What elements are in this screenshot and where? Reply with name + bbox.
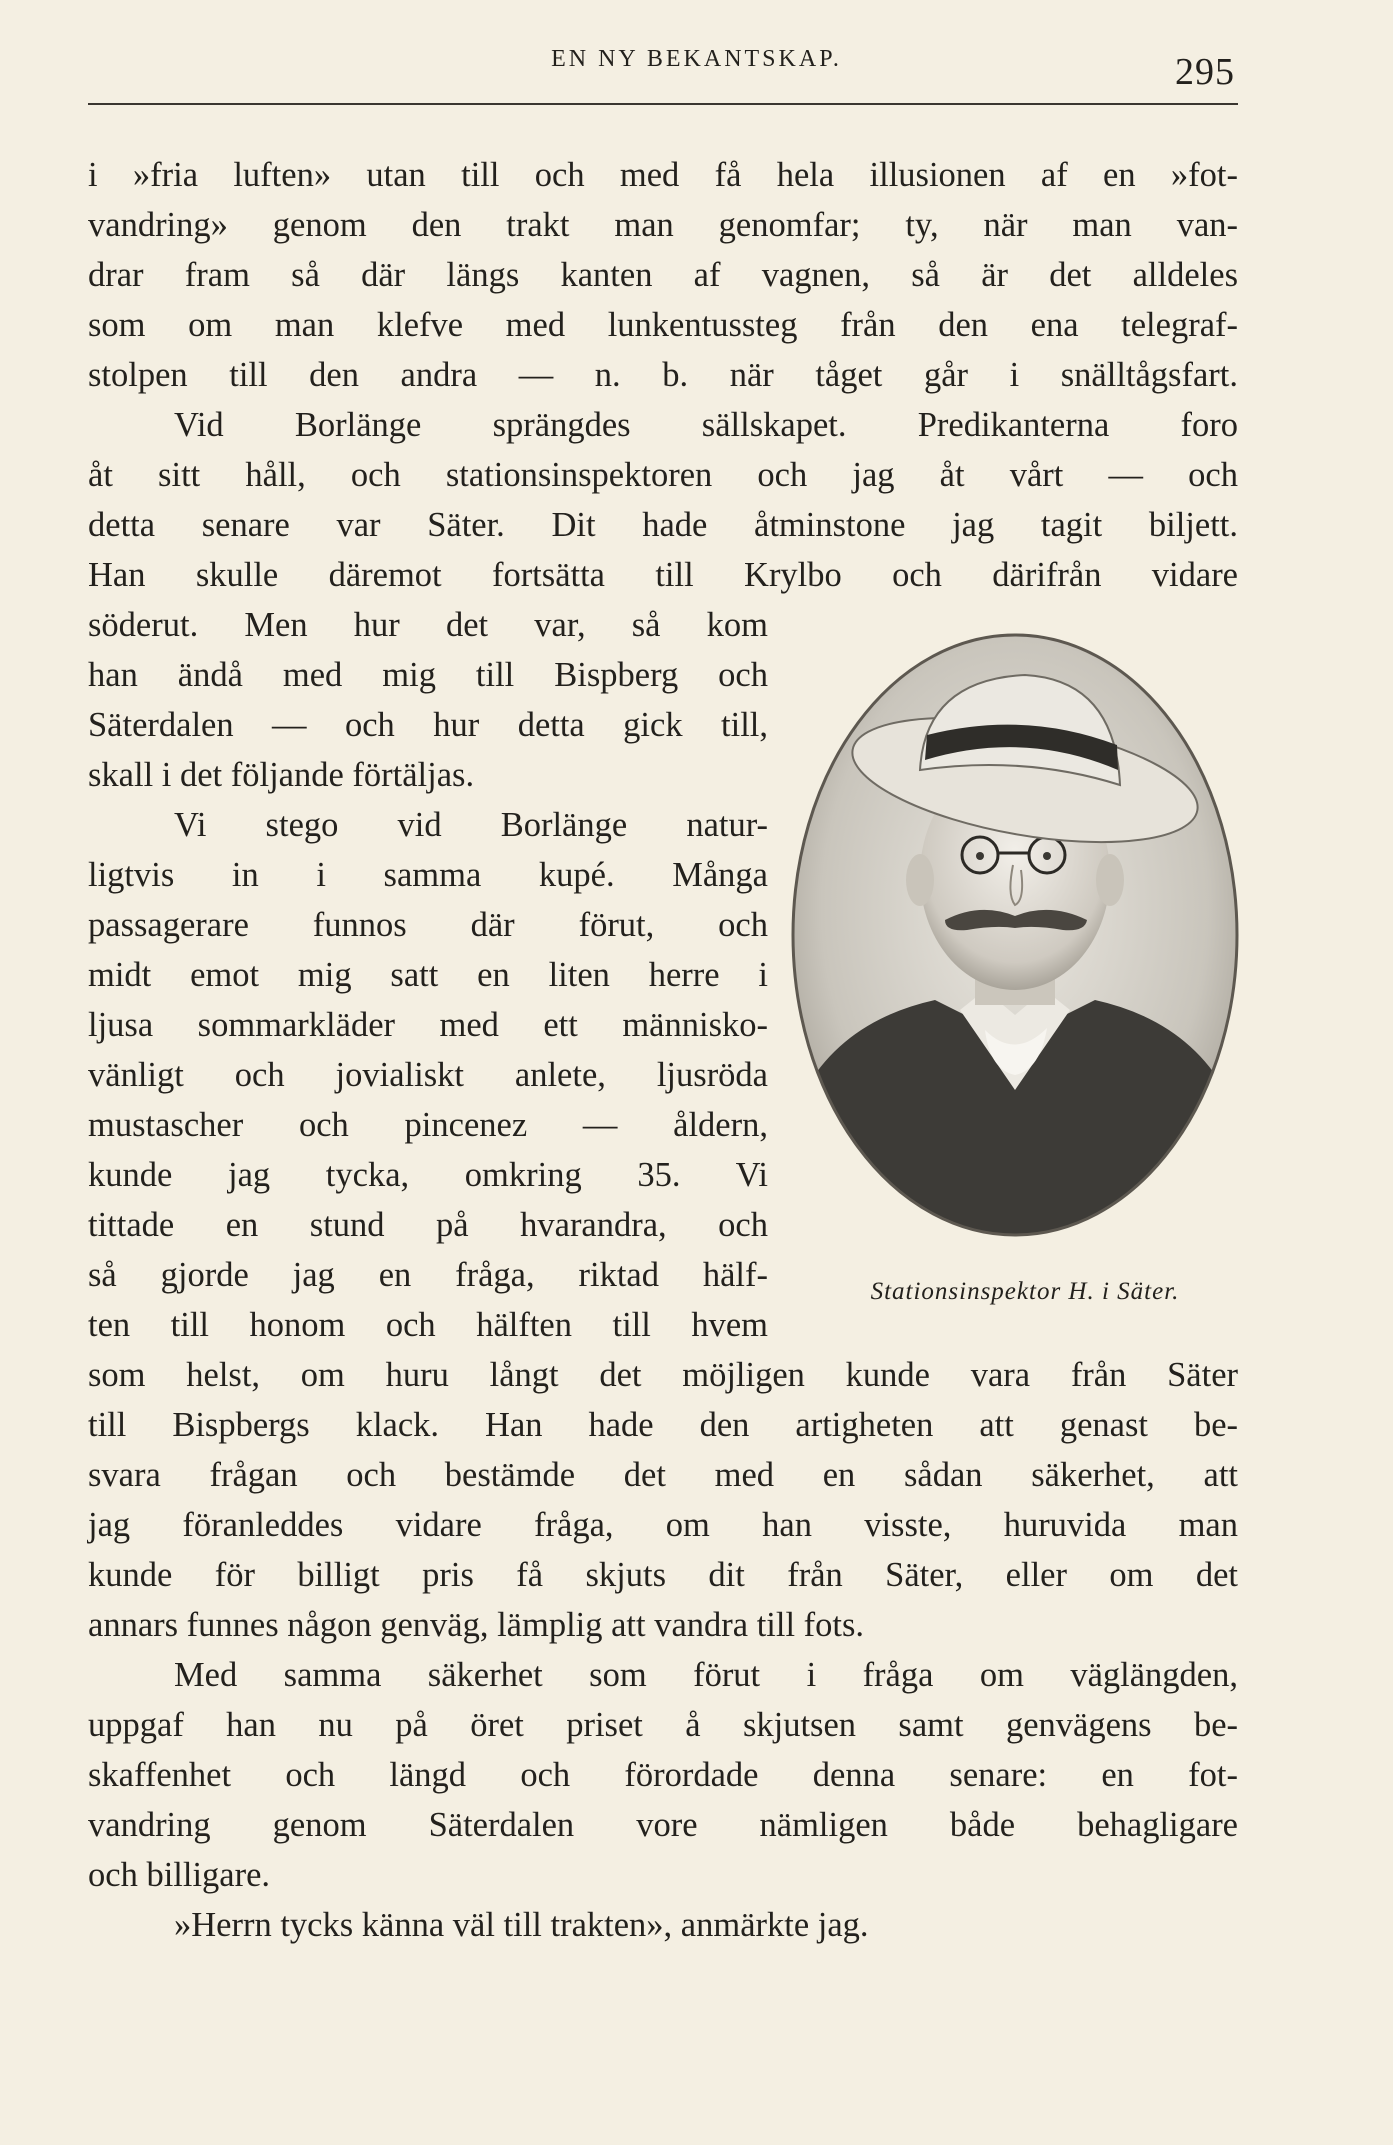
text-line: skall i det följande förtäljas. [88, 756, 475, 794]
text-line: stolpen till den andra — n. b. när tåget går i snälltågsfart. [88, 356, 1238, 394]
text-line: skaffenhet och längd och förordade denna senare: en fot- [88, 1756, 1238, 1794]
text-line: han ändå med mig till Bispberg och [88, 656, 768, 694]
running-header: EN NY BEKANTSKAP. [551, 46, 842, 72]
text-line: Med samma säkerhet som förut i fråga om väglängden, [174, 1656, 1238, 1694]
header-rule [88, 103, 1238, 105]
text-line: Säterdalen — och hur detta gick till, [88, 706, 768, 744]
text-line: åt sitt håll, och stationsinspektoren och jag åt vårt — och [88, 456, 1238, 494]
page-number: 295 [1175, 51, 1235, 93]
text-line: kunde för billigt pris få skjuts dit från Säter, eller om det [88, 1556, 1238, 1594]
text-line: vänligt och jovialiskt anlete, ljusröda [88, 1056, 768, 1094]
text-line: ten till honom och hälften till hvem [88, 1306, 768, 1344]
text-line: jag föranleddes vidare fråga, om han visste, huruvida man [88, 1506, 1238, 1544]
text-line: annars funnes någon genväg, lämplig att vandra till fots. [88, 1606, 865, 1644]
text-line: Vi stego vid Borlänge natur- [174, 806, 768, 844]
text-line: som helst, om huru långt det möjligen kunde vara från Säter [88, 1356, 1238, 1394]
text-line: kunde jag tycka, omkring 35. Vi [88, 1156, 768, 1194]
text-line: tittade en stund på hvarandra, och [88, 1206, 768, 1244]
portrait-image [785, 620, 1245, 1260]
text-line: »Herrn tycks känna väl till trakten», anmärkte jag. [174, 1906, 869, 1944]
text-line: och billigare. [88, 1856, 271, 1894]
text-line: mustascher och pincenez — åldern, [88, 1106, 768, 1144]
text-line: Vid Borlänge sprängdes sällskapet. Predikanterna foro [174, 406, 1238, 444]
text-line: ljusa sommarkläder med ett människo- [88, 1006, 768, 1044]
portrait-figure [785, 620, 1245, 1260]
text-line: vandring genom Säterdalen vore nämligen både behagligare [88, 1806, 1238, 1844]
text-line: till Bispbergs klack. Han hade den artigheten att genast be- [88, 1406, 1238, 1444]
portrait-caption: Stationsinspektor H. i Säter. [870, 1278, 1180, 1305]
text-line: detta senare var Säter. Dit hade åtminstone jag tagit biljett. [88, 506, 1238, 544]
text-line: söderut. Men hur det var, så kom [88, 606, 768, 644]
text-line: i »fria luften» utan till och med få hela illusionen af en »fot- [88, 156, 1238, 194]
text-line: midt emot mig satt en liten herre i [88, 956, 768, 994]
text-line: passagerare funnos där förut, och [88, 906, 768, 944]
text-line: drar fram så där längs kanten af vagnen, så är det alldeles [88, 256, 1238, 294]
text-line: så gjorde jag en fråga, riktad hälf- [88, 1256, 768, 1294]
text-line: som om man klefve med lunkentussteg från den ena telegraf- [88, 306, 1238, 344]
text-line: ligtvis in i samma kupé. Många [88, 856, 768, 894]
text-line: svara frågan och bestämde det med en sådan säkerhet, att [88, 1456, 1238, 1494]
text-line: Han skulle däremot fortsätta till Krylbo och därifrån vidare [88, 556, 1238, 594]
text-line: uppgaf han nu på öret priset å skjutsen samt genvägens be- [88, 1706, 1238, 1744]
text-line: vandring» genom den trakt man genomfar; ty, när man van- [88, 206, 1238, 244]
